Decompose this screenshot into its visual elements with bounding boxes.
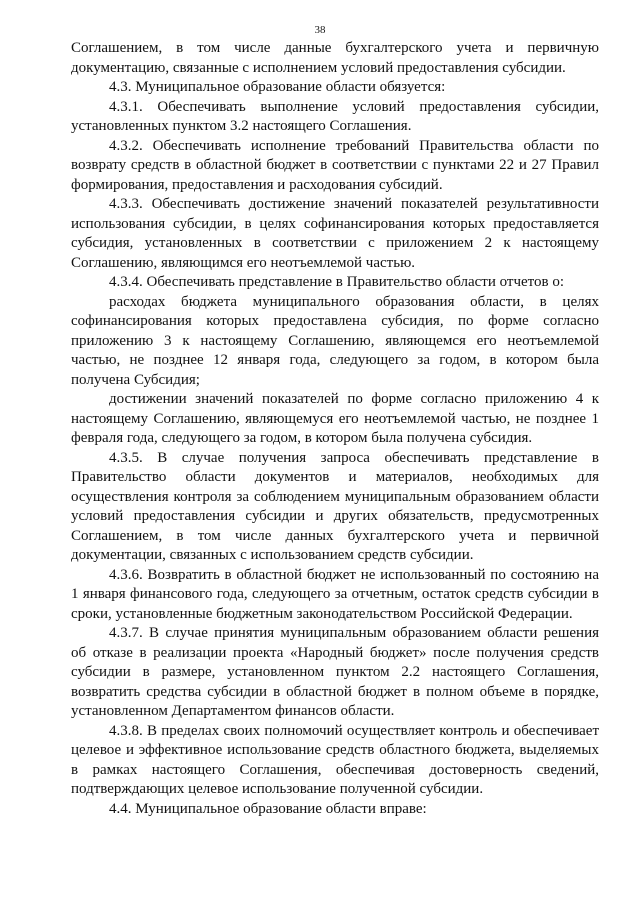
paragraph-4-3-4-item-indicators: достижении значений показателей по форме согласно приложению 4 к настоящему Соглашению, являющемуся его неотъемлемой частью, не позднее 1 февраля года, следующего за годом, в котором была получена субсидия. — [71, 391, 599, 446]
paragraph-4-3-4: 4.3.4. Обеспечивать представление в Правительство области отчетов о: — [109, 274, 565, 290]
page-number: 38 — [314, 24, 326, 36]
paragraph-4-3-7: 4.3.7. В случае принятия муниципальным образованием области решения об отказе в реализации проекта «Народный бюджет» после получения средств субсидии в размере, установленном пунктом 2.2 настоящего Соглашения, возвратить средства субсидии в областной бюджет в полном объеме в порядке, установленном Департаментом финансов области. — [71, 625, 599, 719]
paragraph-4-3-1: 4.3.1. Обеспечивать выполнение условий предоставления субсидии, установленных пунктом 3.2 настоящего Соглашения. — [71, 98, 599, 134]
paragraph-4-3-8: 4.3.8. В пределах своих полномочий осуществляет контроль и обеспечивает целевое и эффективное использование средств областного бюджета, выделяемых в рамках настоящего Соглашения, обеспечивая достоверность сведений, подтверждающих целевое использование полученной субсидии. — [71, 722, 599, 797]
paragraph-4-3: 4.3. Муниципальное образование области обязуется: — [109, 79, 446, 95]
paragraph-4-3-3: 4.3.3. Обеспечивать достижение значений показателей результативности использования субсидии, в целях софинансирования которых предоставляется субсидия, установленных в соответствии с приложением 2 к настоящему Соглашению, являющимся его неотъемлемой частью. — [71, 196, 599, 271]
paragraph-4-3-2: 4.3.2. Обеспечивать исполнение требований Правительства области по возврату средств в областной бюджет в соответствии с пунктами 22 и 27 Правил формирования, предоставления и расходования субсидий. — [71, 137, 599, 193]
document-body — [71, 39, 599, 819]
paragraph-continuation: Соглашением, в том числе данные бухгалтерского учета и первичную документацию, связанные с исполнением условий предоставления субсидии. — [71, 40, 599, 76]
paragraph-4-3-6: 4.3.6. Возвратить в областной бюджет не использованный по состоянию на 1 января финансового года, следующего за отчетным, остаток средств субсидии в сроки, установленные бюджетным законодательством Российской Федерации. — [71, 566, 599, 622]
paragraph-4-4: 4.4. Муниципальное образование области вправе: — [109, 800, 427, 817]
paragraph-4-3-4-item-expenses: расходах бюджета муниципального образования области, в целях софинансирования которых предоставлена субсидия, по форме согласно приложению 3 к настоящему Соглашению, являющемся его неотъемлемой частью, не позднее 12 января года, следующего за годом, в котором была получена Субсидия; — [71, 293, 599, 388]
paragraph-4-3-5: 4.3.5. В случае получения запроса обеспечивать представление в Правительство области документов и материалов, необходимых для осуществления контроля за соблюдением муниципальным образованием области условий предоставления субсидии и других обязательств, предусмотренных Соглашением, в том числе данных бухгалтерского учета и первичной документации, связанных с использованием средств субсидии. — [71, 449, 599, 563]
